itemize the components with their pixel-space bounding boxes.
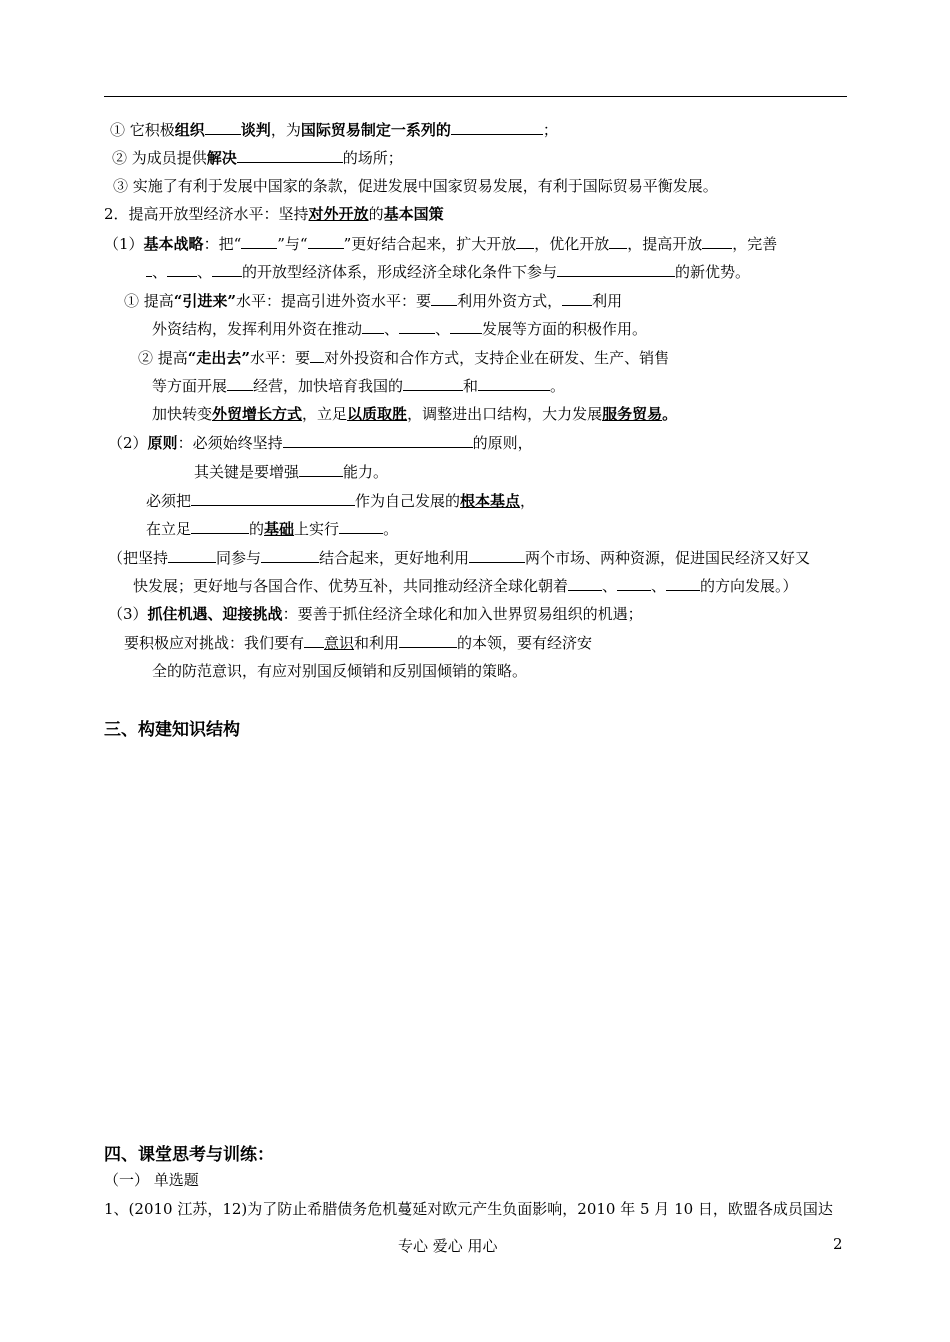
line-bring-in: ① 提高“引进来”水平：提高引进外资水平：要 利用外资方式， 利用 xyxy=(124,292,623,310)
subsection-single-choice: （一） 单选题 xyxy=(104,1171,199,1189)
line-open-economy: 2．提高开放型经济水平：坚持对外开放的基本国策 xyxy=(104,205,444,223)
line-safety: 全的防范意识，有应对别国反倾销和反别国倾销的策略。 xyxy=(152,662,528,680)
line-basic-strategy: （1）基本战略：把“ ”与“ ”更好结合起来，扩大开放 ，优化开放 ，提高开放 ，完善 xyxy=(104,235,778,253)
line-principle: （2）原则：必须始终坚持 的原则， xyxy=(108,434,533,452)
line-globalization: 快发展；更好地与各国合作、优势互补，共同推动经济全球化朝着 、 、 的方向发展。） xyxy=(133,577,798,595)
page-footer: 专心 爱心 用心 xyxy=(398,1237,498,1255)
line-go-out: ② 提高“走出去”水平：要 对外投资和合作方式，支持企业在研发、生产、销售 xyxy=(138,349,670,367)
line-wto-organize: ① 它积极组织 谈判，为国际贸易制定一系列的 ； xyxy=(110,121,558,139)
line-foreign-capital: 外资结构，发挥利用外资在推动 、 、 发展等方面的积极作用。 xyxy=(152,320,648,338)
page-number: 2 xyxy=(833,1235,843,1253)
line-foundation: 在立足 的基础上实行 。 xyxy=(146,520,399,538)
line-key-ability: 其关键是要增强 能力。 xyxy=(194,463,389,481)
line-opportunity: （3）抓住机遇、迎接挑战：要善于抓住经济全球化和加入世界贸易组织的机遇； xyxy=(108,605,643,623)
section-heading-knowledge-structure: 三、构建知识结构 xyxy=(104,720,240,740)
line-operation: 等方面开展 经营，加快培育我国的 和 。 xyxy=(152,377,566,395)
header-rule xyxy=(104,96,847,97)
line-challenge: 要积极应对挑战：我们要有 意识和利用 的本领，要有经济安 xyxy=(124,634,593,652)
line-foothold: 必须把 作为自己发展的根本基点， xyxy=(146,492,536,510)
line-combine: （把坚持 同参与 结合起来，更好地利用 两个市场、两种资源，促进国民经济又好又 xyxy=(108,549,811,567)
section-heading-classroom-practice: 四、课堂思考与训练： xyxy=(104,1145,274,1165)
line-wto-settle: ② 为成员提供解决 的场所； xyxy=(112,149,403,167)
line-trade-growth: 加快转变外贸增长方式，立足以质取胜，调整进出口结构，大力发展服务贸易。 xyxy=(152,405,678,423)
question-1: 1、(2010 江苏，12)为了防止希腊债务危机蔓延对欧元产生负面影响，2010 年 5 月 10 日，欧盟各成员国达 xyxy=(104,1200,833,1218)
line-open-system: 、 、 的开放型经济体系，形成经济全球化条件下参与 的新优势。 xyxy=(146,261,750,282)
line-wto-clauses: ③ 实施了有利于发展中国家的条款，促进发展中国家贸易发展，有利于国际贸易平衡发展。 xyxy=(113,177,718,195)
